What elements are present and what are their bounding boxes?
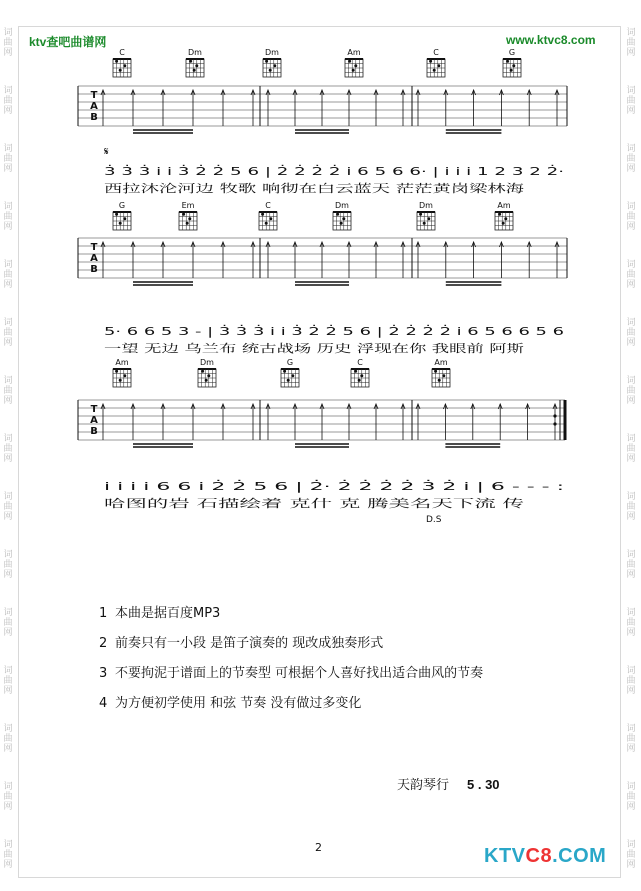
lyrics-line: 哈图的岩 石描绘着 克什 克 腾美名天下流 传 xyxy=(104,497,320,510)
watermark-char: 词 xyxy=(3,434,13,444)
chord-dot xyxy=(207,374,210,377)
page-number: 2 xyxy=(315,841,322,854)
chord-dot xyxy=(336,213,339,216)
watermark-char: 网 xyxy=(3,222,13,232)
watermark-char: 词 xyxy=(3,318,13,328)
segno-sign: 𝄋 xyxy=(104,145,109,158)
watermark-char: 网 xyxy=(3,512,13,522)
chord-dot xyxy=(115,213,118,216)
chord-dot xyxy=(193,69,196,72)
page-border-bottom xyxy=(18,877,621,878)
watermark-char: 网 xyxy=(626,744,636,754)
tab-label: A xyxy=(90,415,98,426)
lyrics-line: 西拉沐沦河边 牧歌 响彻在白云蓝天 茫茫黄岗梁林海 xyxy=(104,182,357,195)
watermark-char: 词 xyxy=(3,260,13,270)
chord-dot xyxy=(269,69,272,72)
chord-dot xyxy=(427,217,430,220)
chord-dot xyxy=(119,222,122,225)
notes-list xyxy=(99,599,483,719)
watermark-char: 词 xyxy=(626,86,636,96)
chord-dot xyxy=(423,222,426,225)
watermark-char: 词 xyxy=(626,28,636,38)
note-item: 4 为方便初学使用 和弦 节奏 没有做过多变化 xyxy=(99,696,362,711)
chord-dot xyxy=(188,217,191,220)
watermark-char: 网 xyxy=(3,744,13,754)
chord-dot xyxy=(195,64,198,67)
watermark-char: 词 xyxy=(3,376,13,386)
watermark-char: 网 xyxy=(626,48,636,58)
watermark-char: 曲 xyxy=(3,618,13,628)
chord-dot xyxy=(283,370,286,373)
watermark-char: 网 xyxy=(3,338,13,348)
watermark-char: 曲 xyxy=(626,154,636,164)
site-name: ktv查吧曲谱网 xyxy=(29,35,107,49)
watermark-char: 曲 xyxy=(626,560,636,570)
watermark-char: 网 xyxy=(3,48,13,58)
watermark-char: 曲 xyxy=(626,328,636,338)
chord-dot xyxy=(261,213,264,216)
watermark-char: 词 xyxy=(626,376,636,386)
watermark-char: 网 xyxy=(3,570,13,580)
watermark-char: 词 xyxy=(626,608,636,618)
chord-dot xyxy=(352,69,355,72)
chord-name: G xyxy=(286,358,294,367)
chord-dot xyxy=(358,379,361,382)
chord-dot xyxy=(123,64,126,67)
watermark-char: 网 xyxy=(626,164,636,174)
chord-name: Dm xyxy=(419,201,433,210)
note-item: 2 前奏只有一小段 是笛子演奏的 现改成独奏形式 xyxy=(99,636,384,651)
chord-dot xyxy=(506,60,509,63)
watermark-char: 曲 xyxy=(3,734,13,744)
chord-dot xyxy=(433,69,436,72)
watermark-char: 词 xyxy=(626,492,636,502)
watermark-char: 网 xyxy=(626,338,636,348)
chord-dot xyxy=(437,64,440,67)
watermark-char: 网 xyxy=(626,512,636,522)
jianpu-notation: 3̇ 3̇ 3̇ i i 3̇ 2̇ 2̇ 5 6 | 2̇ 2̇ 2̇ 2̇ i 6 5 6 6· | i i i 1 2 3 2 2̇· xyxy=(104,165,382,178)
watermark-char: 网 xyxy=(626,628,636,638)
watermark-char: 曲 xyxy=(626,270,636,280)
watermark-char: 曲 xyxy=(3,96,13,106)
watermark-char: 词 xyxy=(626,666,636,676)
watermark-char: 曲 xyxy=(3,270,13,280)
watermark-char: 词 xyxy=(626,202,636,212)
tab-label: A xyxy=(90,253,98,264)
chord-dot xyxy=(119,69,122,72)
watermark-char: 曲 xyxy=(626,444,636,454)
chord-dot xyxy=(189,60,192,63)
chord-name: G xyxy=(508,48,516,57)
chord-dot xyxy=(123,217,126,220)
watermark-char: 词 xyxy=(626,724,636,734)
watermark-char: 网 xyxy=(626,860,636,870)
chord-dot xyxy=(269,217,272,220)
chord-dot xyxy=(504,217,507,220)
watermark-char: 网 xyxy=(3,860,13,870)
watermark-char: 网 xyxy=(626,106,636,116)
watermark-char: 曲 xyxy=(3,212,13,222)
watermark-char: 曲 xyxy=(3,38,13,48)
watermark-char: 曲 xyxy=(3,328,13,338)
chord-dot xyxy=(348,60,351,63)
watermark-char: 网 xyxy=(626,686,636,696)
watermark-char: 网 xyxy=(3,686,13,696)
chord-dot xyxy=(419,213,422,216)
watermark-char: 网 xyxy=(3,106,13,116)
watermark-char: 词 xyxy=(626,550,636,560)
tab-label: T xyxy=(90,404,98,415)
watermark-char: 曲 xyxy=(3,676,13,686)
watermark-char: 曲 xyxy=(626,38,636,48)
watermark-char: 网 xyxy=(626,802,636,812)
watermark-char: 词 xyxy=(3,144,13,154)
chord-dot xyxy=(502,222,505,225)
tab-label: T xyxy=(90,90,98,101)
watermark-char: 曲 xyxy=(3,560,13,570)
note-item: 3 不要拘泥于谱面上的节奏型 可根据个人喜好找出适合曲风的节奏 xyxy=(99,666,484,681)
watermark-char: 曲 xyxy=(626,850,636,860)
chord-dot xyxy=(287,379,290,382)
chord-dot xyxy=(354,370,357,373)
watermark-char: 曲 xyxy=(3,386,13,396)
tab-label: T xyxy=(90,242,98,253)
watermark-char: 词 xyxy=(3,782,13,792)
tab-label: A xyxy=(90,101,98,112)
chord-name: C xyxy=(357,358,363,367)
chord-dot xyxy=(273,64,276,67)
watermark-char: 词 xyxy=(3,86,13,96)
watermark-char: 网 xyxy=(626,222,636,232)
watermark-char: 词 xyxy=(626,318,636,328)
watermark-char: 网 xyxy=(626,570,636,580)
chord-dot xyxy=(354,64,357,67)
jianpu-notation: 5· 6 6 5 3 - | 3̇ 3̇ 3̇ i i 3̇ 2̇ 2̇ 5 6 | 2̇ 2̇ 2̇ 2̇ i 6 5 6 6 5 6 xyxy=(104,325,387,338)
watermark-char: 曲 xyxy=(3,154,13,164)
chord-name: Am xyxy=(115,358,129,367)
chord-dot xyxy=(429,60,432,63)
chord-dot xyxy=(265,222,268,225)
note-item: 1 本曲是据百度MP3 xyxy=(99,606,221,621)
chord-dot xyxy=(186,222,189,225)
watermark-char: 网 xyxy=(626,396,636,406)
watermark-char: 网 xyxy=(626,454,636,464)
ktvc8-logo: KTVC8.COM xyxy=(484,845,607,867)
chord-dot xyxy=(498,213,501,216)
site-url: www.ktvc8.com xyxy=(506,33,596,47)
chord-name: Dm xyxy=(200,358,214,367)
chord-dot xyxy=(340,222,343,225)
watermark-char: 词 xyxy=(3,28,13,38)
watermark-char: 词 xyxy=(626,260,636,270)
watermark-char: 网 xyxy=(3,802,13,812)
watermark-char: 曲 xyxy=(626,386,636,396)
chord-dot xyxy=(123,374,126,377)
chord-dot xyxy=(291,374,294,377)
watermark-char: 曲 xyxy=(626,734,636,744)
watermark-char: 词 xyxy=(626,434,636,444)
watermark-char: 网 xyxy=(3,628,13,638)
watermark-char: 词 xyxy=(3,666,13,676)
watermark-char: 词 xyxy=(626,840,636,850)
chord-dot xyxy=(119,379,122,382)
watermark-char: 词 xyxy=(3,202,13,212)
chord-dot xyxy=(201,370,204,373)
chord-name: Dm xyxy=(335,201,349,210)
chord-dot xyxy=(512,64,515,67)
watermark-char: 词 xyxy=(3,492,13,502)
chord-name: C xyxy=(119,48,125,57)
chord-dot xyxy=(360,374,363,377)
watermark-char: 词 xyxy=(3,724,13,734)
watermark-char: 曲 xyxy=(626,502,636,512)
watermark-char: 曲 xyxy=(3,502,13,512)
watermark-char: 曲 xyxy=(626,618,636,628)
chord-name: Am xyxy=(497,201,511,210)
watermark-char: 网 xyxy=(626,280,636,290)
chord-dot xyxy=(182,213,185,216)
watermark-char: 词 xyxy=(3,550,13,560)
watermark-char: 曲 xyxy=(626,792,636,802)
chord-dot xyxy=(115,60,118,63)
watermark-char: 网 xyxy=(3,396,13,406)
watermark-char: 网 xyxy=(3,454,13,464)
chord-dot xyxy=(438,379,441,382)
chord-name: Dm xyxy=(188,48,202,57)
chord-name: C xyxy=(265,201,271,210)
chord-dot xyxy=(510,69,513,72)
chord-name: Am xyxy=(347,48,361,57)
signature xyxy=(397,774,500,793)
chord-dot xyxy=(205,379,208,382)
signature-name: 天韵琴行 xyxy=(397,778,450,793)
ds-marking: D.S xyxy=(426,515,442,525)
jianpu-notation: i i i i 6 6 i 2̇ 2̇ 5 6 | 2̇· 2̇ 2̇ 2̇ 2̇ 3̇ 2̇ i | 6 - - - : xyxy=(104,480,335,493)
chord-name: Em xyxy=(181,201,195,210)
chord-dot xyxy=(342,217,345,220)
watermark-char: 词 xyxy=(626,144,636,154)
watermark-char: 词 xyxy=(3,840,13,850)
watermark-char: 曲 xyxy=(626,96,636,106)
watermark-char: 网 xyxy=(3,164,13,174)
lyrics-line: 一望 无边 乌兰布 统古战场 历史 浮现在你 我眼前 阿斯 xyxy=(104,342,371,355)
watermark-char: 曲 xyxy=(626,212,636,222)
chord-name: Dm xyxy=(265,48,279,57)
tab-label: B xyxy=(90,426,98,437)
watermark-char: 词 xyxy=(626,782,636,792)
chord-dot xyxy=(115,370,118,373)
tab-label: B xyxy=(90,112,98,123)
watermark-char: 曲 xyxy=(3,444,13,454)
chord-name: C xyxy=(433,48,439,57)
chord-name: Am xyxy=(434,358,448,367)
chord-dot xyxy=(265,60,268,63)
watermark-char: 曲 xyxy=(626,676,636,686)
tab-label: B xyxy=(90,264,98,275)
watermark-char: 词 xyxy=(3,608,13,618)
chord-dot xyxy=(434,370,437,373)
watermark-char: 网 xyxy=(3,280,13,290)
chord-dot xyxy=(442,374,445,377)
signature-date: 5 . 30 xyxy=(467,777,500,792)
watermark-char: 曲 xyxy=(3,792,13,802)
watermark-char: 曲 xyxy=(3,850,13,860)
chord-name: G xyxy=(118,201,126,210)
